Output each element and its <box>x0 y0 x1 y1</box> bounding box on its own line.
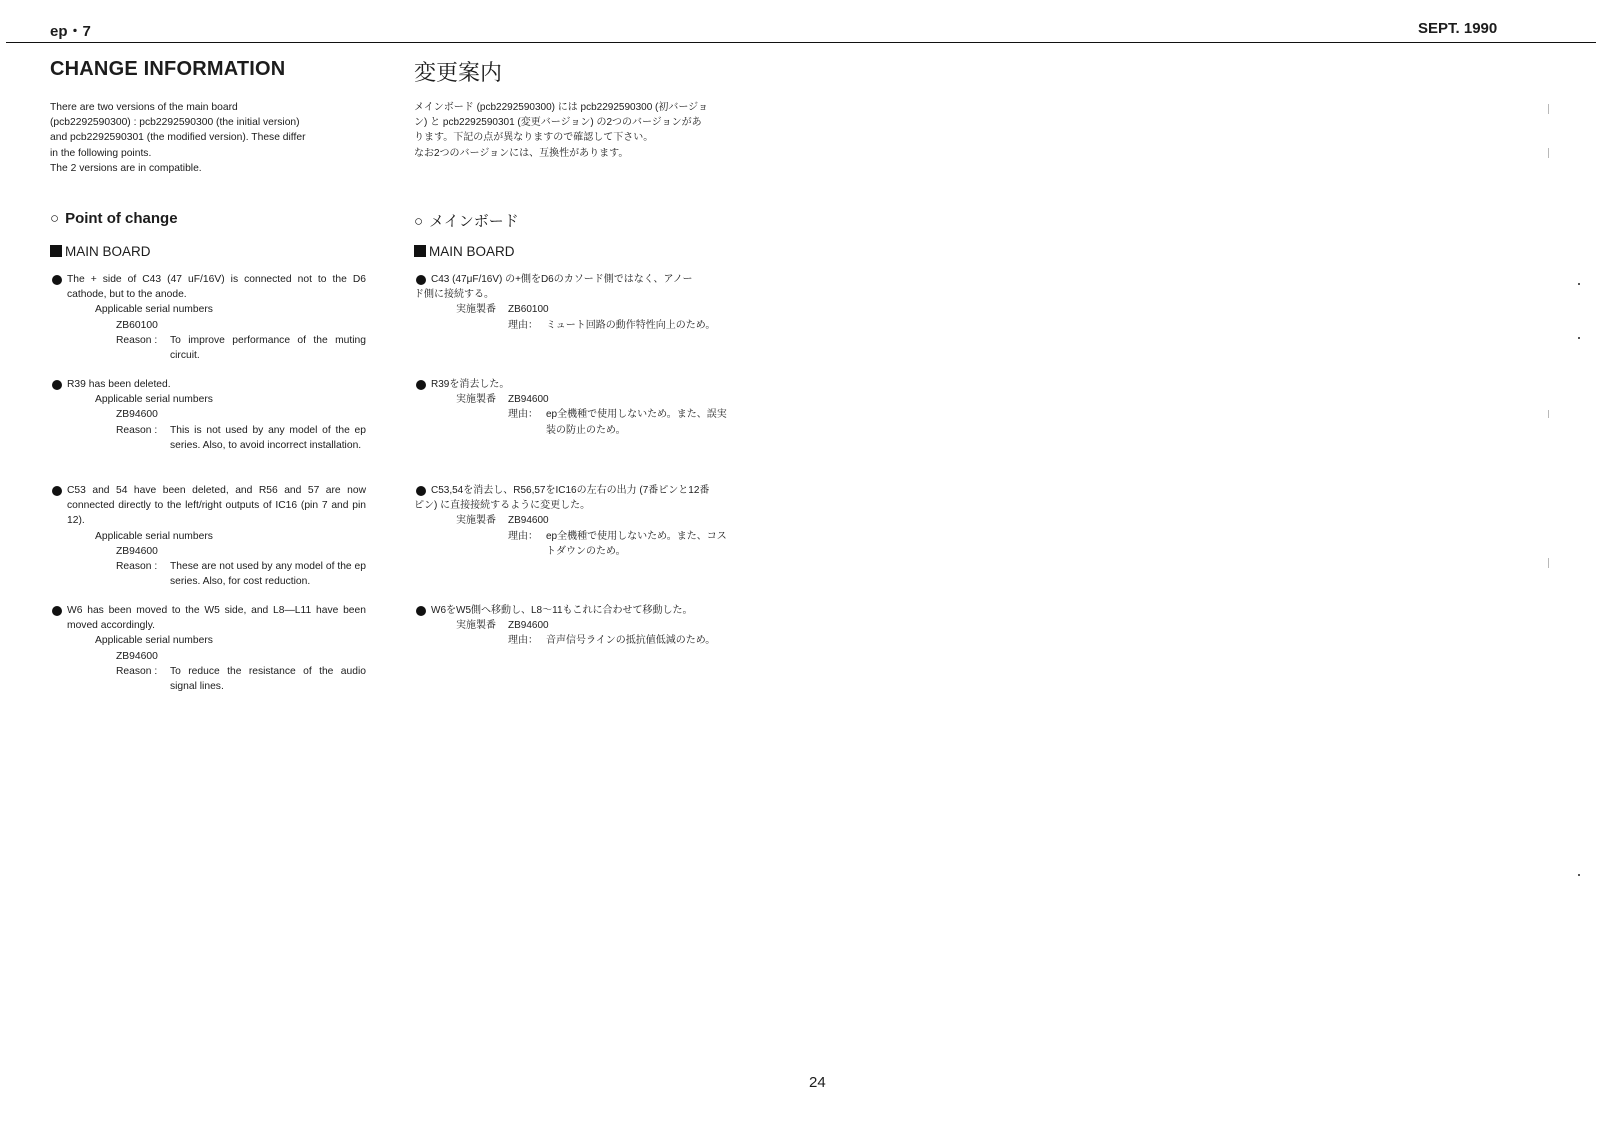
serial-label: 実施製番 <box>456 515 496 527</box>
scan-artifact <box>1548 410 1549 418</box>
intro-line: and pcb2292590301 (the modified version). These differ <box>50 132 306 144</box>
serial-label: 実施製番 <box>456 394 496 406</box>
intro-line: in the following points. <box>50 147 152 159</box>
section-title: Point of change <box>65 210 178 227</box>
reason-line: ミュート回路の動作特性向上のため。 <box>546 319 716 331</box>
intro-line: (pcb2292590300) : pcb2292590300 (the initial version) <box>50 117 300 129</box>
change-description-line: C43 (47μF/16V) の+側をD6のカソード側ではなく、アノー <box>431 274 693 285</box>
change-item <box>50 377 366 453</box>
intro-line: ン) と pcb2292590301 (変更バージョン) の2つのバージョンがあ <box>414 117 702 129</box>
serial-number: ZB60100 <box>508 304 549 316</box>
change-description: R39 has been deleted. <box>67 379 171 390</box>
board-label-japanese <box>414 244 515 259</box>
change-description-line: W6をW5側へ移動し、L8～11もこれに合わせて移動した。 <box>431 605 693 616</box>
change-description: The + side of C43 (47 uF/16V) is connected not to the D6 cathode, but to the anode. <box>67 274 366 301</box>
bullet-icon <box>52 486 62 496</box>
serial-number: ZB94600 <box>116 409 158 421</box>
reason-label: Reason : <box>116 424 158 436</box>
reason-text: To reduce the resistance of the audio signal lines. <box>170 665 366 693</box>
serial-label: 実施製番 <box>456 304 496 316</box>
reason-text: This is not used by any model of the ep series. Also, to avoid incorrect installation. <box>170 424 366 451</box>
serial-number: ZB94600 <box>116 545 158 557</box>
bullet-icon <box>52 275 62 285</box>
section-title: メインボード <box>429 213 519 230</box>
reason-text: These are not used by any model of the ep series. Also, for cost reduction. <box>170 561 366 588</box>
intro-japanese <box>414 100 744 161</box>
intro-line: There are two versions of the main board <box>50 102 238 113</box>
section-point-of-change <box>50 210 178 227</box>
change-description-line: R39を消去した。 <box>431 379 510 390</box>
change-description-line: C53,54を消去し、R56,57をIC16の左右の出力 (7番ピンと12番 <box>431 485 710 496</box>
change-item <box>50 483 366 589</box>
square-bullet-icon <box>414 245 426 257</box>
scan-artifact <box>1548 148 1549 158</box>
change-description: C53 and 54 have been deleted, and R56 and 57 are now connected directly to the left/right outputs of IC16 (pin 7 and pin 12). <box>67 485 366 527</box>
bullet-icon <box>52 380 62 390</box>
reason-line: ep全機種で使用しないため。また、コス <box>546 530 727 542</box>
serial-number: ZB94600 <box>116 650 158 662</box>
board-label-text: MAIN BOARD <box>429 244 515 259</box>
reason-label: 理由： <box>508 530 538 542</box>
scan-artifact <box>1578 283 1580 285</box>
bullet-icon <box>416 486 426 496</box>
change-description: W6 has been moved to the W5 side, and L8—L11 have been moved accordingly. <box>67 605 366 632</box>
scan-artifact <box>1578 337 1580 339</box>
reason-label: 理由： <box>508 319 538 331</box>
reason-label: 理由： <box>508 409 538 421</box>
bullet-icon <box>416 275 426 285</box>
header-rule <box>6 42 1596 43</box>
reason-line: トダウンのため。 <box>546 545 626 557</box>
intro-line: ります。下記の点が異なりますので確認して下さい。 <box>414 132 654 144</box>
serial-number: ZB94600 <box>508 515 549 527</box>
intro-english <box>50 100 366 176</box>
applicable-label: Applicable serial numbers <box>95 304 213 316</box>
change-description-line: ピン) に直接接続するように変更した。 <box>414 500 591 512</box>
serial-number: ZB94600 <box>508 620 549 632</box>
reason-line: 音声信号ラインの抵抗値低減のため。 <box>546 635 716 647</box>
title-japanese: 変更案内 <box>414 60 503 85</box>
reason-label: 理由： <box>508 635 538 647</box>
applicable-label: Applicable serial numbers <box>95 635 213 647</box>
bullet-icon <box>416 606 426 616</box>
board-label-text: MAIN BOARD <box>65 244 151 259</box>
serial-number: ZB60100 <box>116 319 158 331</box>
applicable-label: Applicable serial numbers <box>95 530 213 542</box>
board-label-english <box>50 244 151 259</box>
change-description-line: ド側に接続する。 <box>414 289 494 301</box>
scan-artifact <box>1548 558 1549 568</box>
header-model-page: ep・7 <box>50 23 91 40</box>
circle-icon: ○ <box>50 210 60 227</box>
intro-line: なお2つのバージョンには、互換性があります。 <box>414 147 629 159</box>
change-item <box>50 603 366 694</box>
change-item-jp <box>414 272 744 333</box>
scan-artifact <box>1548 104 1549 114</box>
bullet-icon <box>416 380 426 390</box>
change-item-jp <box>414 603 744 649</box>
square-bullet-icon <box>50 245 62 257</box>
intro-line: The 2 versions are in compatible. <box>50 162 202 174</box>
reason-line: 装の防止のため。 <box>546 424 626 436</box>
scan-artifact <box>1578 874 1580 876</box>
reason-label: Reason : <box>116 665 158 677</box>
change-item-jp <box>414 377 744 438</box>
reason-line: ep全機種で使用しないため。また、誤実 <box>546 409 727 421</box>
page-number: 24 <box>809 1074 826 1091</box>
circle-icon: ○ <box>414 213 424 230</box>
bullet-icon <box>52 606 62 616</box>
change-item <box>50 272 366 363</box>
serial-number: ZB94600 <box>508 394 549 406</box>
section-main-board-jp <box>414 210 519 231</box>
applicable-label: Applicable serial numbers <box>95 394 213 406</box>
reason-label: Reason : <box>116 561 158 573</box>
change-item-jp <box>414 483 744 559</box>
header-date: SEPT. 1990 <box>1418 20 1498 37</box>
reason-label: Reason : <box>116 334 158 346</box>
title-english: CHANGE INFORMATION <box>50 58 286 80</box>
reason-text: To improve performance of the muting circuit. <box>170 334 366 362</box>
serial-label: 実施製番 <box>456 620 496 632</box>
intro-line: メインボード (pcb2292590300) には pcb2292590300 (初バージョ <box>414 102 708 113</box>
